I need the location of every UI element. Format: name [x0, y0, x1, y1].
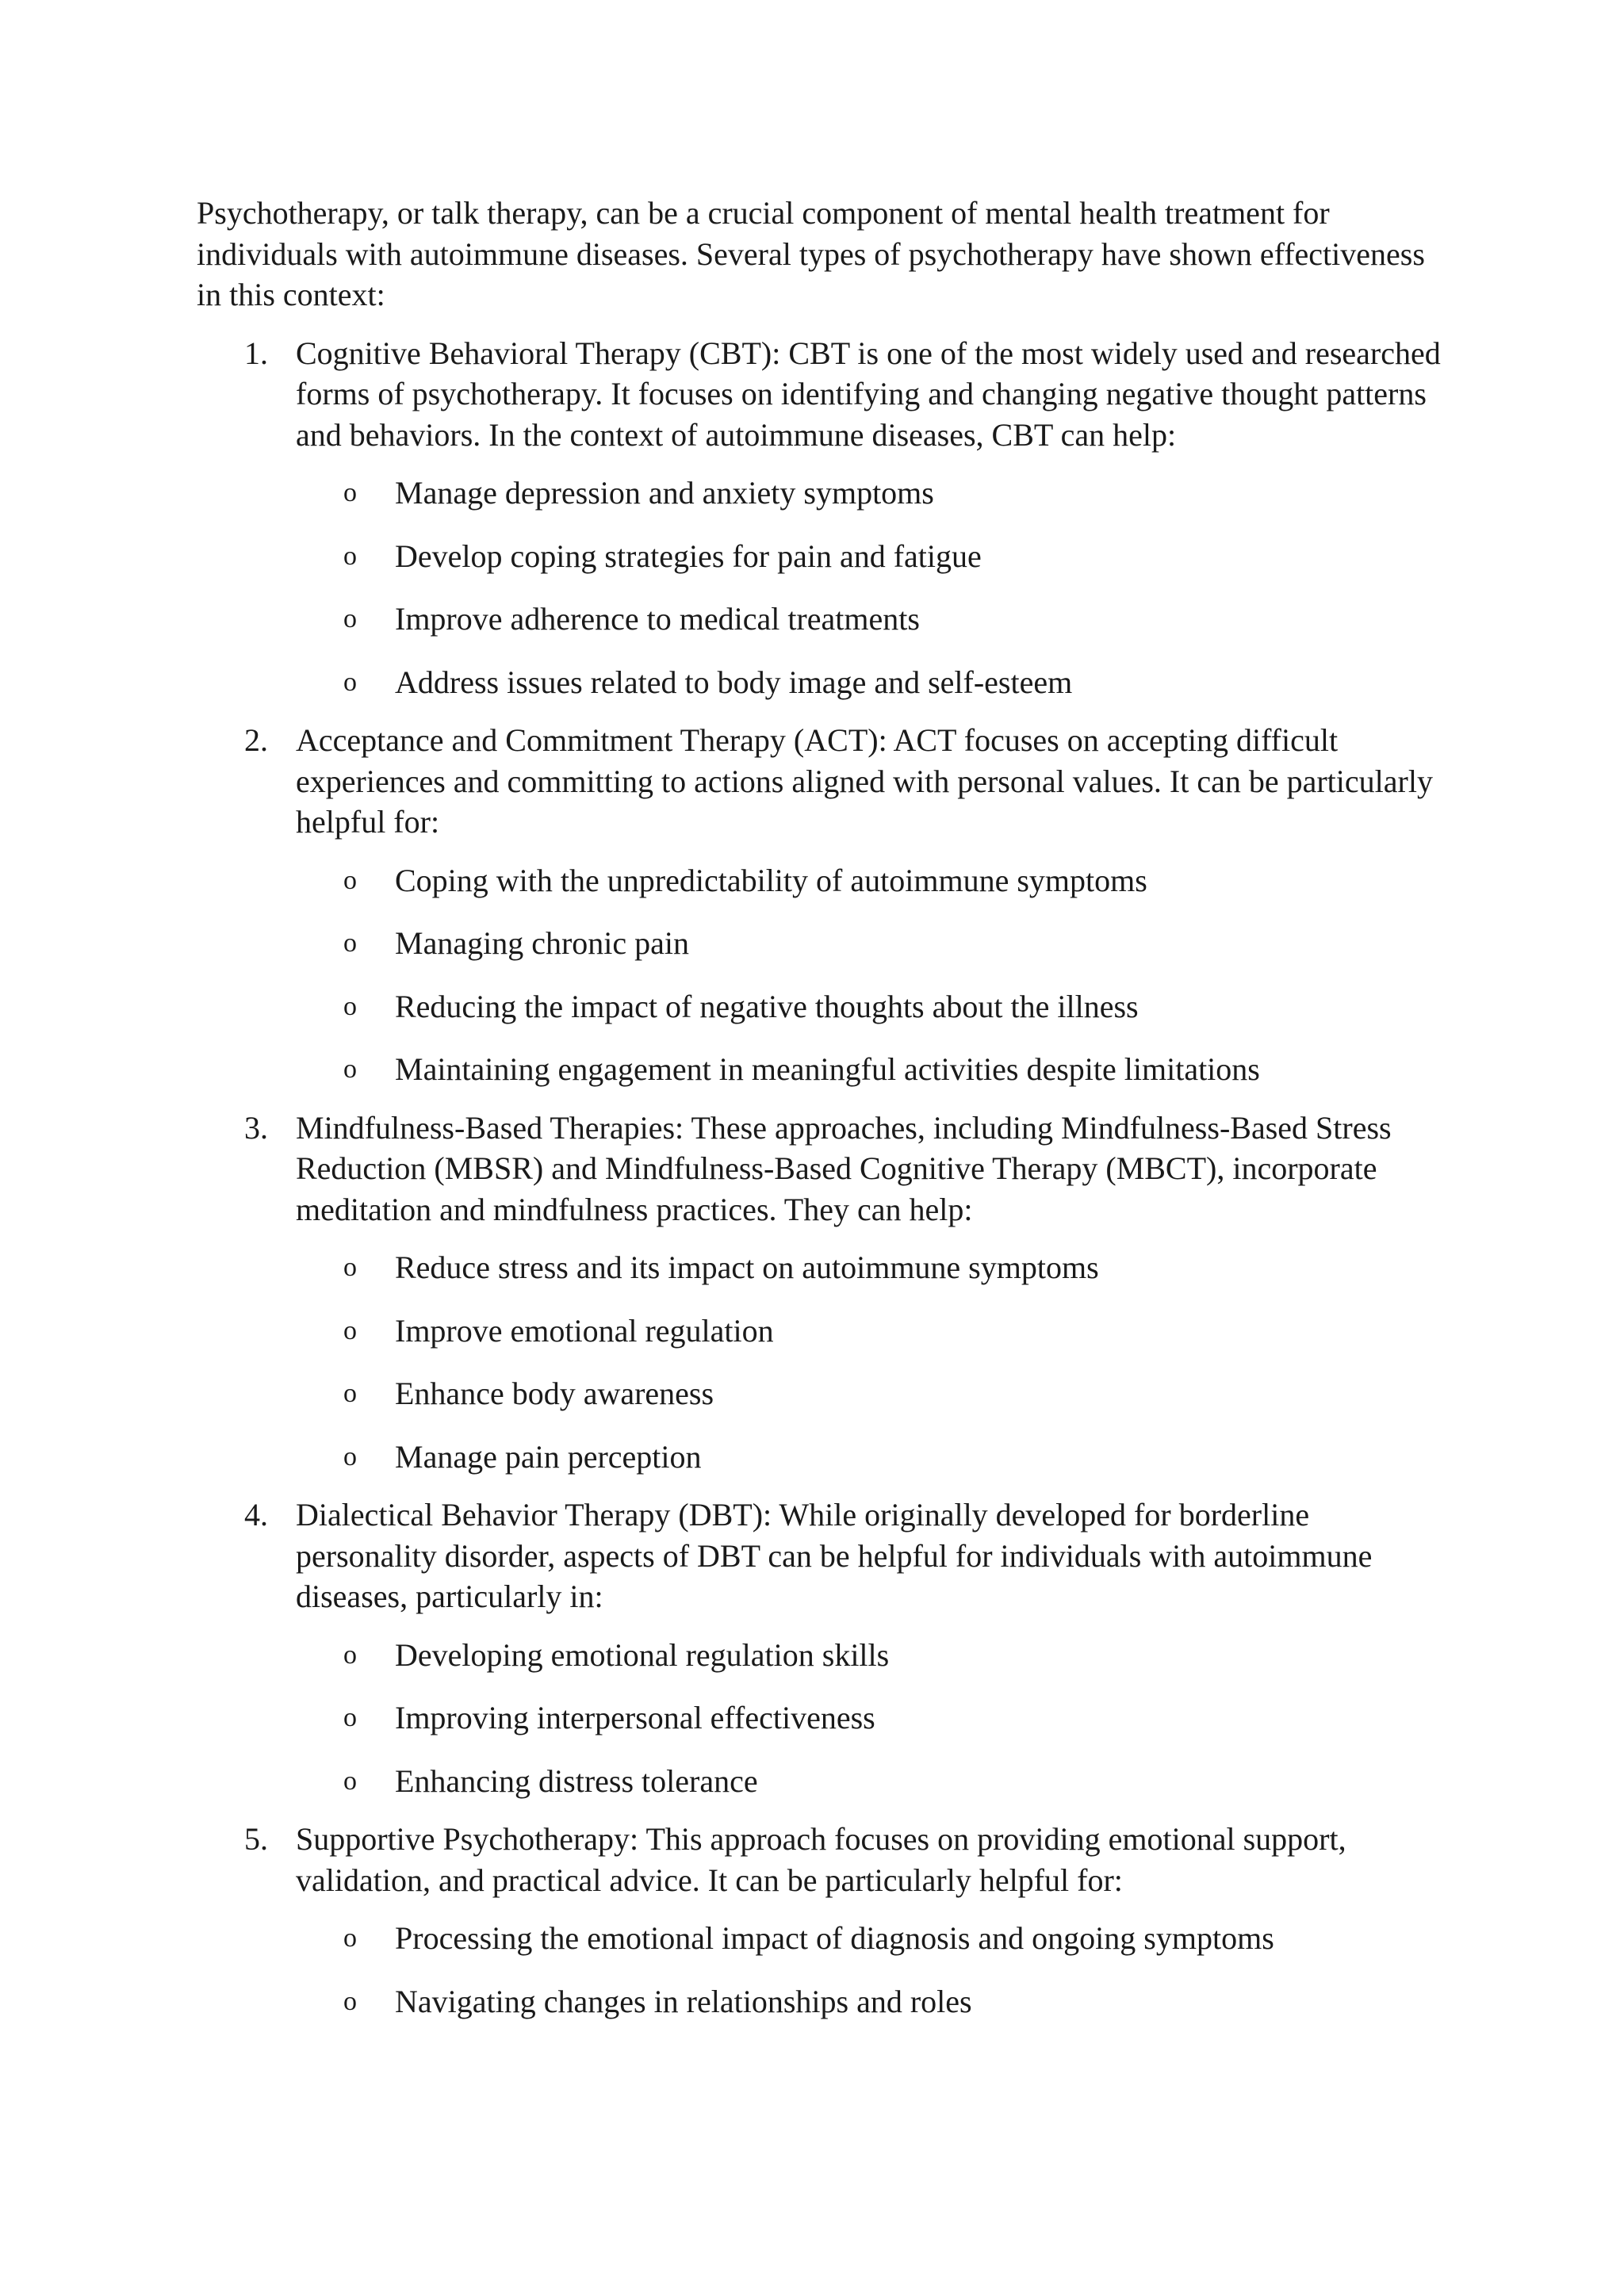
benefit-text: Enhance body awareness [395, 1376, 714, 1411]
circle-bullet-icon: o [343, 667, 357, 697]
benefit-item [296, 1049, 1450, 1090]
therapy-description: Acceptance and Commitment Therapy (ACT): ACT focuses on accepting difficult experiences and committing to actions aligned with personal values. It can be particularly helpful for: [296, 722, 1433, 840]
benefit-item [296, 1373, 1450, 1414]
benefit-list [296, 473, 1450, 702]
circle-bullet-icon: o [343, 478, 357, 507]
benefit-item [296, 1311, 1450, 1352]
therapy-item [197, 1819, 1450, 2022]
benefit-text: Manage pain perception [395, 1438, 702, 1475]
circle-bullet-icon: o [343, 1379, 357, 1408]
circle-bullet-icon: o [343, 1703, 357, 1732]
benefit-item [296, 1247, 1450, 1288]
circle-bullet-icon: o [343, 604, 357, 633]
benefit-text: Coping with the unpredictability of autoimmune symptoms [395, 862, 1147, 898]
circle-bullet-icon: o [343, 1315, 357, 1345]
circle-bullet-icon: o [343, 1923, 357, 1953]
benefit-text: Manage depression and anxiety symptoms [395, 475, 934, 511]
benefit-item [296, 1918, 1450, 1959]
therapy-description: Dialectical Behavior Therapy (DBT): While originally developed for borderline personality disorder, aspects of DBT can be helpful for individuals with autoimmune diseases, particularly in: [296, 1497, 1373, 1614]
benefit-text: Address issues related to body image and self-esteem [395, 664, 1073, 700]
benefit-item [296, 923, 1450, 964]
benefit-item [296, 1635, 1450, 1676]
benefit-item [296, 662, 1450, 703]
list-number: 4. [244, 1497, 268, 1533]
therapy-item [197, 333, 1450, 703]
benefit-text: Enhancing distress tolerance [395, 1762, 758, 1799]
circle-bullet-icon: o [343, 541, 357, 571]
circle-bullet-icon: o [343, 1441, 357, 1471]
benefit-list [296, 1918, 1450, 2022]
therapy-description: Supportive Psychotherapy: This approach focuses on providing emotional support, validation, and practical advice. It can be particularly helpful for: [296, 1821, 1346, 1898]
list-number: 2. [244, 722, 268, 758]
benefit-text: Reduce stress and its impact on autoimmune symptoms [395, 1249, 1099, 1285]
intro-paragraph: Psychotherapy, or talk therapy, can be a crucial component of mental health treatment for individuals with autoimmune diseases. Several types of psychotherapy have shown effectiveness in this context: [197, 195, 1425, 312]
circle-bullet-icon: o [343, 1253, 357, 1282]
benefit-text: Navigating changes in relationships and roles [395, 1983, 972, 2019]
circle-bullet-icon: o [343, 1640, 357, 1670]
benefit-text: Improve emotional regulation [395, 1312, 774, 1349]
benefit-text: Developing emotional regulation skills [395, 1636, 890, 1673]
benefit-list [296, 860, 1450, 1090]
therapy-description: Mindfulness-Based Therapies: These approaches, including Mindfulness-Based Stress Reduction (MBSR) and Mindfulness-Based Cognitive Therapy (MBCT), incorporate meditation and mindfulness practices. They can help: [296, 1109, 1392, 1227]
document-content [197, 193, 1450, 2039]
benefit-item [296, 1761, 1450, 1802]
benefit-item [296, 1437, 1450, 1478]
circle-bullet-icon: o [343, 928, 357, 958]
benefit-item [296, 536, 1450, 577]
circle-bullet-icon: o [343, 865, 357, 895]
circle-bullet-icon: o [343, 991, 357, 1021]
benefit-item [296, 986, 1450, 1027]
benefit-item [296, 1981, 1450, 2022]
benefit-item [296, 473, 1450, 514]
benefit-list [296, 1635, 1450, 1802]
benefit-item [296, 599, 1450, 640]
benefit-text: Improve adherence to medical treatments [395, 601, 920, 637]
benefit-item [296, 860, 1450, 901]
benefit-text: Improving interpersonal effectiveness [395, 1700, 875, 1735]
benefit-item [296, 1697, 1450, 1739]
therapy-description: Cognitive Behavioral Therapy (CBT): CBT is one of the most widely used and researched forms of psychotherapy. It focuses on identifying and changing negative thought patterns and behaviors. In the context of autoimmune diseases, CBT can help: [296, 335, 1441, 453]
benefit-list [296, 1247, 1450, 1477]
benefit-text: Managing chronic pain [395, 925, 689, 961]
circle-bullet-icon: o [343, 1054, 357, 1084]
circle-bullet-icon: o [343, 1766, 357, 1796]
therapy-item [197, 1494, 1450, 1801]
therapy-item [197, 720, 1450, 1090]
benefit-text: Develop coping strategies for pain and fatigue [395, 538, 982, 574]
therapy-item [197, 1108, 1450, 1478]
list-number: 3. [244, 1109, 268, 1146]
therapy-list [197, 333, 1450, 2022]
circle-bullet-icon: o [343, 1986, 357, 2016]
benefit-text: Maintaining engagement in meaningful activities despite limitations [395, 1051, 1260, 1087]
list-number: 1. [244, 335, 268, 371]
benefit-text: Processing the emotional impact of diagnosis and ongoing symptoms [395, 1920, 1274, 1956]
benefit-text: Reducing the impact of negative thoughts about the illness [395, 988, 1139, 1024]
list-number: 5. [244, 1821, 268, 1857]
